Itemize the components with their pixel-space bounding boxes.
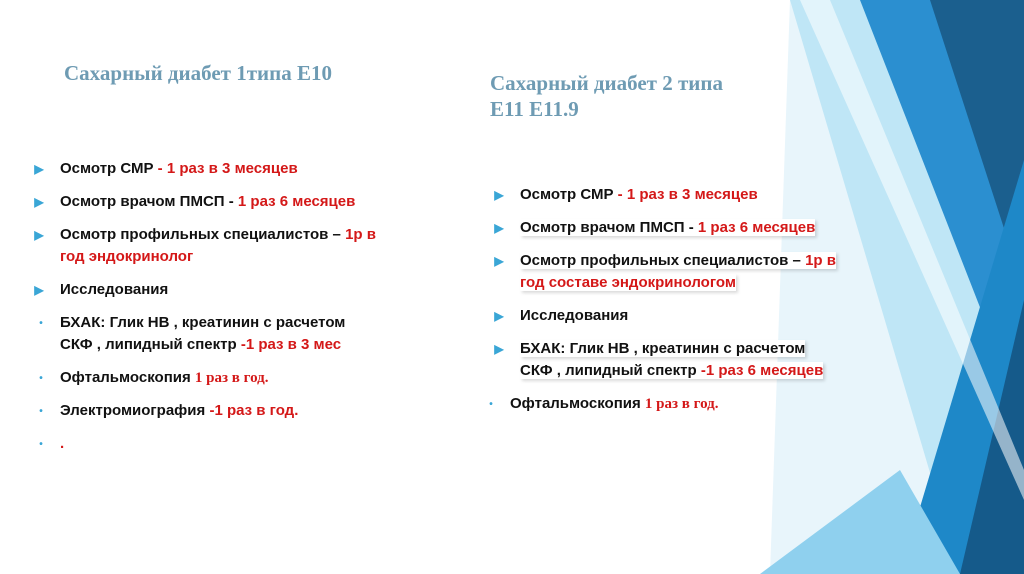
left-list [32, 158, 452, 455]
right-item-5-text-2: СКФ , липидный спектр [520, 362, 701, 379]
right-title-line-1: Сахарный диабет 2 типа [490, 71, 724, 95]
left-item-7-text: Электромиография [60, 402, 210, 419]
triangle-bullet-icon: ▶ [494, 342, 504, 356]
right-title-line-2: Е11 Е11.9 [490, 97, 579, 121]
left-item-8-text: . [60, 435, 65, 452]
right-item-3-highlight [520, 252, 836, 269]
right-item-6-text: Офтальмоскопия [510, 395, 645, 412]
left-item-6 [32, 367, 452, 389]
right-item-1 [492, 184, 912, 206]
triangle-bullet-icon: ▶ [34, 283, 44, 297]
right-item-2-highlight [520, 219, 815, 236]
left-title: Сахарный диабет 1типа Е10 [64, 61, 333, 85]
right-item-4-text: Исследования [520, 307, 629, 324]
right-item-1-frequency: - 1 раз в 3 месяцев [613, 186, 758, 203]
right-item-2 [492, 217, 912, 239]
left-item-5-text-2: СКФ , липидный спектр [60, 336, 241, 353]
left-item-5-frequency: -1 раз в 3 мес [240, 336, 342, 353]
right-item-2-frequency: 1 раз 6 месяцев [697, 219, 816, 236]
right-item-5 [492, 338, 912, 382]
right-item-5-highlight [520, 362, 823, 379]
right-item-2-text: Осмотр врачом ПМСП - [520, 219, 698, 236]
left-item-8 [32, 433, 452, 455]
right-item-4 [492, 305, 912, 327]
right-item-3-note: год составе эндокринологом [520, 274, 736, 291]
left-item-2-text: Осмотр врачом ПМСП - [60, 193, 238, 210]
left-item-1-text: Осмотр СМР [60, 160, 154, 177]
left-item-5-text: БХАК: Глик НВ , креатинин с расчетом [60, 314, 346, 331]
right-item-3-frequency: 1р в [805, 252, 836, 269]
triangle-bullet-icon: ▶ [34, 228, 44, 242]
dot-bullet-icon: • [39, 439, 43, 450]
right-item-1-text: Осмотр СМР [520, 186, 614, 203]
left-item-4-text: Исследования [60, 281, 169, 298]
triangle-bullet-icon: ▶ [494, 254, 504, 268]
right-item-3-text: Осмотр профильных специалистов – [520, 252, 806, 269]
left-item-6-text: Офтальмоскопия [60, 369, 195, 386]
right-item-6 [482, 393, 912, 415]
triangle-bullet-icon: ▶ [34, 162, 44, 176]
left-item-2 [32, 191, 452, 213]
left-item-3-note: год эндокринолог [60, 248, 194, 265]
left-item-3-text: Осмотр профильных специалистов – [60, 226, 346, 243]
right-item-6-frequency: 1 раз в год. [644, 396, 719, 412]
triangle-bullet-icon: ▶ [494, 221, 504, 235]
right-list [489, 184, 912, 415]
dot-bullet-icon: • [39, 318, 43, 329]
left-item-5 [32, 312, 452, 356]
dot-bullet-icon: • [39, 373, 43, 384]
right-item-5-frequency: -1 раз 6 месяцев [700, 362, 824, 379]
left-item-7-frequency: -1 раз в год. [209, 402, 299, 419]
dot-bullet-icon: • [489, 399, 493, 410]
left-item-1-frequency: - 1 раз в 3 месяцев [153, 160, 298, 177]
right-item-3 [492, 250, 912, 294]
triangle-bullet-icon: ▶ [494, 309, 504, 323]
left-item-1 [32, 158, 452, 180]
right-item-5-text: БХАК: Глик НВ , креатинин с расчетом [520, 340, 806, 357]
triangle-bullet-icon: ▶ [34, 195, 44, 209]
right-title [490, 70, 723, 122]
left-item-6-frequency: 1 раз в год. [194, 370, 269, 386]
dot-bullet-icon: • [39, 406, 43, 417]
triangle-bullet-icon: ▶ [494, 188, 504, 202]
left-item-7 [32, 400, 452, 422]
left-item-4 [32, 279, 452, 301]
left-item-3-frequency: 1р в [345, 226, 376, 243]
left-item-2-frequency: 1 раз 6 месяцев [237, 193, 356, 210]
left-item-3 [32, 224, 452, 268]
